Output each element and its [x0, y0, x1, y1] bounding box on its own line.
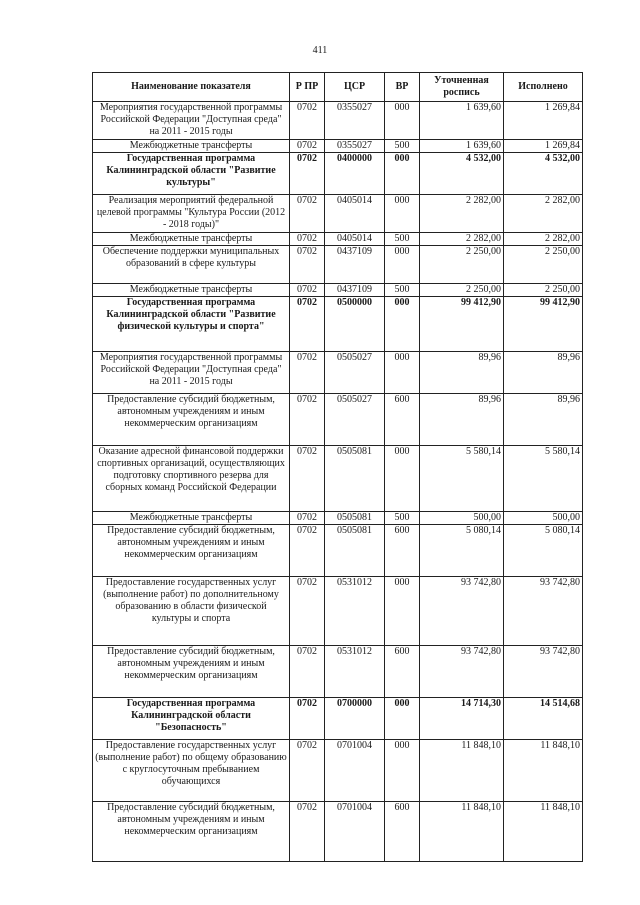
row-csr: 0531012 — [325, 646, 385, 698]
row-plan: 89,96 — [420, 352, 504, 394]
row-name: Оказание адресной финансовой поддержки спортивных организаций, осуществляющих подготовку спортивного резерва для сборных команд Российской Федерации — [93, 446, 290, 512]
table-row — [93, 802, 583, 862]
row-done: 89,96 — [504, 352, 583, 394]
row-plan: 2 282,00 — [420, 233, 504, 246]
row-done: 11 848,10 — [504, 740, 583, 802]
table-row — [93, 525, 583, 577]
row-name: Государственная программа Калининградской области "Безопасность" — [93, 698, 290, 740]
row-name: Предоставление субсидий бюджетным, автономным учреждениям и иным некоммерческим организациям — [93, 646, 290, 698]
table-row — [93, 352, 583, 394]
row-plan: 99 412,90 — [420, 297, 504, 352]
row-rpr: 0702 — [290, 740, 325, 802]
table-row — [93, 140, 583, 153]
row-rpr: 0702 — [290, 195, 325, 233]
row-name: Мероприятия государственной программы Российской Федерации "Доступная среда" на 2011 - 2015 годы — [93, 102, 290, 140]
row-done: 2 250,00 — [504, 246, 583, 284]
row-rpr: 0702 — [290, 140, 325, 153]
row-csr: 0437109 — [325, 246, 385, 284]
header-plan: Уточненная роспись — [420, 73, 504, 102]
row-plan: 2 250,00 — [420, 246, 504, 284]
row-vr: 000 — [385, 297, 420, 352]
row-done: 89,96 — [504, 394, 583, 446]
row-csr: 0500000 — [325, 297, 385, 352]
row-name: Государственная программа Калининградской области "Развитие культуры" — [93, 153, 290, 195]
row-vr: 000 — [385, 577, 420, 646]
table-row — [93, 297, 583, 352]
header-csr: ЦСР — [325, 73, 385, 102]
row-csr: 0505081 — [325, 512, 385, 525]
table-row — [93, 246, 583, 284]
table-header-row — [93, 73, 583, 102]
row-rpr: 0702 — [290, 698, 325, 740]
row-plan: 4 532,00 — [420, 153, 504, 195]
row-name: Предоставление государственных услуг (выполнение работ) по общему образованию с круглосуточным пребыванием обучающихся — [93, 740, 290, 802]
header-done: Исполнено — [504, 73, 583, 102]
row-vr: 000 — [385, 153, 420, 195]
row-csr: 0405014 — [325, 195, 385, 233]
table-row — [93, 646, 583, 698]
row-csr: 0405014 — [325, 233, 385, 246]
row-csr: 0505081 — [325, 525, 385, 577]
row-name: Межбюджетные трансферты — [93, 284, 290, 297]
row-rpr: 0702 — [290, 297, 325, 352]
row-csr: 0505027 — [325, 352, 385, 394]
row-rpr: 0702 — [290, 102, 325, 140]
row-done: 93 742,80 — [504, 646, 583, 698]
table-row — [93, 577, 583, 646]
row-csr: 0400000 — [325, 153, 385, 195]
row-vr: 500 — [385, 284, 420, 297]
row-rpr: 0702 — [290, 646, 325, 698]
row-csr: 0505027 — [325, 394, 385, 446]
row-plan: 2 250,00 — [420, 284, 504, 297]
row-csr: 0531012 — [325, 577, 385, 646]
row-name: Мероприятия государственной программы Российской Федерации "Доступная среда" на 2011 - 2015 годы — [93, 352, 290, 394]
table-row — [93, 740, 583, 802]
row-done: 500,00 — [504, 512, 583, 525]
row-rpr: 0702 — [290, 153, 325, 195]
header-vr: ВР — [385, 73, 420, 102]
row-rpr: 0702 — [290, 233, 325, 246]
row-vr: 000 — [385, 446, 420, 512]
row-vr: 500 — [385, 140, 420, 153]
row-name: Предоставление субсидий бюджетным, автономным учреждениям и иным некоммерческим организациям — [93, 802, 290, 862]
row-csr: 0355027 — [325, 140, 385, 153]
row-name: Государственная программа Калининградской области "Развитие физической культуры и спорта" — [93, 297, 290, 352]
row-csr: 0701004 — [325, 802, 385, 862]
row-done: 1 269,84 — [504, 102, 583, 140]
row-done: 5 080,14 — [504, 525, 583, 577]
row-vr: 000 — [385, 698, 420, 740]
row-vr: 000 — [385, 352, 420, 394]
row-plan: 93 742,80 — [420, 646, 504, 698]
row-csr: 0505081 — [325, 446, 385, 512]
table-row — [93, 284, 583, 297]
row-done: 14 514,68 — [504, 698, 583, 740]
row-done: 2 282,00 — [504, 233, 583, 246]
budget-table — [92, 72, 583, 862]
row-plan: 89,96 — [420, 394, 504, 446]
row-done: 11 848,10 — [504, 802, 583, 862]
row-plan: 5 080,14 — [420, 525, 504, 577]
row-rpr: 0702 — [290, 352, 325, 394]
row-name: Межбюджетные трансферты — [93, 512, 290, 525]
row-rpr: 0702 — [290, 577, 325, 646]
row-vr: 000 — [385, 740, 420, 802]
row-plan: 11 848,10 — [420, 740, 504, 802]
row-plan: 1 639,60 — [420, 102, 504, 140]
row-csr: 0700000 — [325, 698, 385, 740]
row-vr: 500 — [385, 233, 420, 246]
row-name: Предоставление субсидий бюджетным, автономным учреждениям и иным некоммерческим организациям — [93, 525, 290, 577]
row-rpr: 0702 — [290, 525, 325, 577]
row-vr: 000 — [385, 246, 420, 284]
row-plan: 5 580,14 — [420, 446, 504, 512]
row-vr: 600 — [385, 525, 420, 577]
row-done: 2 282,00 — [504, 195, 583, 233]
row-rpr: 0702 — [290, 246, 325, 284]
table-row — [93, 102, 583, 140]
header-name: Наименование показателя — [93, 73, 290, 102]
row-csr: 0701004 — [325, 740, 385, 802]
table-row — [93, 512, 583, 525]
row-csr: 0355027 — [325, 102, 385, 140]
table-row — [93, 153, 583, 195]
row-rpr: 0702 — [290, 446, 325, 512]
row-done: 99 412,90 — [504, 297, 583, 352]
row-csr: 0437109 — [325, 284, 385, 297]
row-name: Межбюджетные трансферты — [93, 140, 290, 153]
row-done: 2 250,00 — [504, 284, 583, 297]
row-name: Предоставление государственных услуг (выполнение работ) по дополнительному образованию в области физической культуры и спорта — [93, 577, 290, 646]
row-done: 4 532,00 — [504, 153, 583, 195]
row-vr: 000 — [385, 102, 420, 140]
table-row — [93, 698, 583, 740]
row-vr: 600 — [385, 394, 420, 446]
row-plan: 2 282,00 — [420, 195, 504, 233]
header-rpr: Р ПР — [290, 73, 325, 102]
row-vr: 600 — [385, 802, 420, 862]
row-name: Межбюджетные трансферты — [93, 233, 290, 246]
row-name: Обеспечение поддержки муниципальных образований в сфере культуры — [93, 246, 290, 284]
row-plan: 93 742,80 — [420, 577, 504, 646]
row-done: 1 269,84 — [504, 140, 583, 153]
row-done: 5 580,14 — [504, 446, 583, 512]
row-plan: 14 714,30 — [420, 698, 504, 740]
row-done: 93 742,80 — [504, 577, 583, 646]
row-vr: 600 — [385, 646, 420, 698]
row-plan: 500,00 — [420, 512, 504, 525]
row-name: Предоставление субсидий бюджетным, автономным учреждениям и иным некоммерческим организациям — [93, 394, 290, 446]
page-number: 411 — [312, 45, 328, 56]
row-vr: 000 — [385, 195, 420, 233]
row-plan: 1 639,60 — [420, 140, 504, 153]
table-row — [93, 394, 583, 446]
row-rpr: 0702 — [290, 512, 325, 525]
row-plan: 11 848,10 — [420, 802, 504, 862]
table-row — [93, 195, 583, 233]
row-vr: 500 — [385, 512, 420, 525]
row-rpr: 0702 — [290, 284, 325, 297]
table-row — [93, 446, 583, 512]
row-name: Реализация мероприятий федеральной целевой программы "Культура России (2012 - 2018 годы)" — [93, 195, 290, 233]
row-rpr: 0702 — [290, 394, 325, 446]
row-rpr: 0702 — [290, 802, 325, 862]
table-row — [93, 233, 583, 246]
